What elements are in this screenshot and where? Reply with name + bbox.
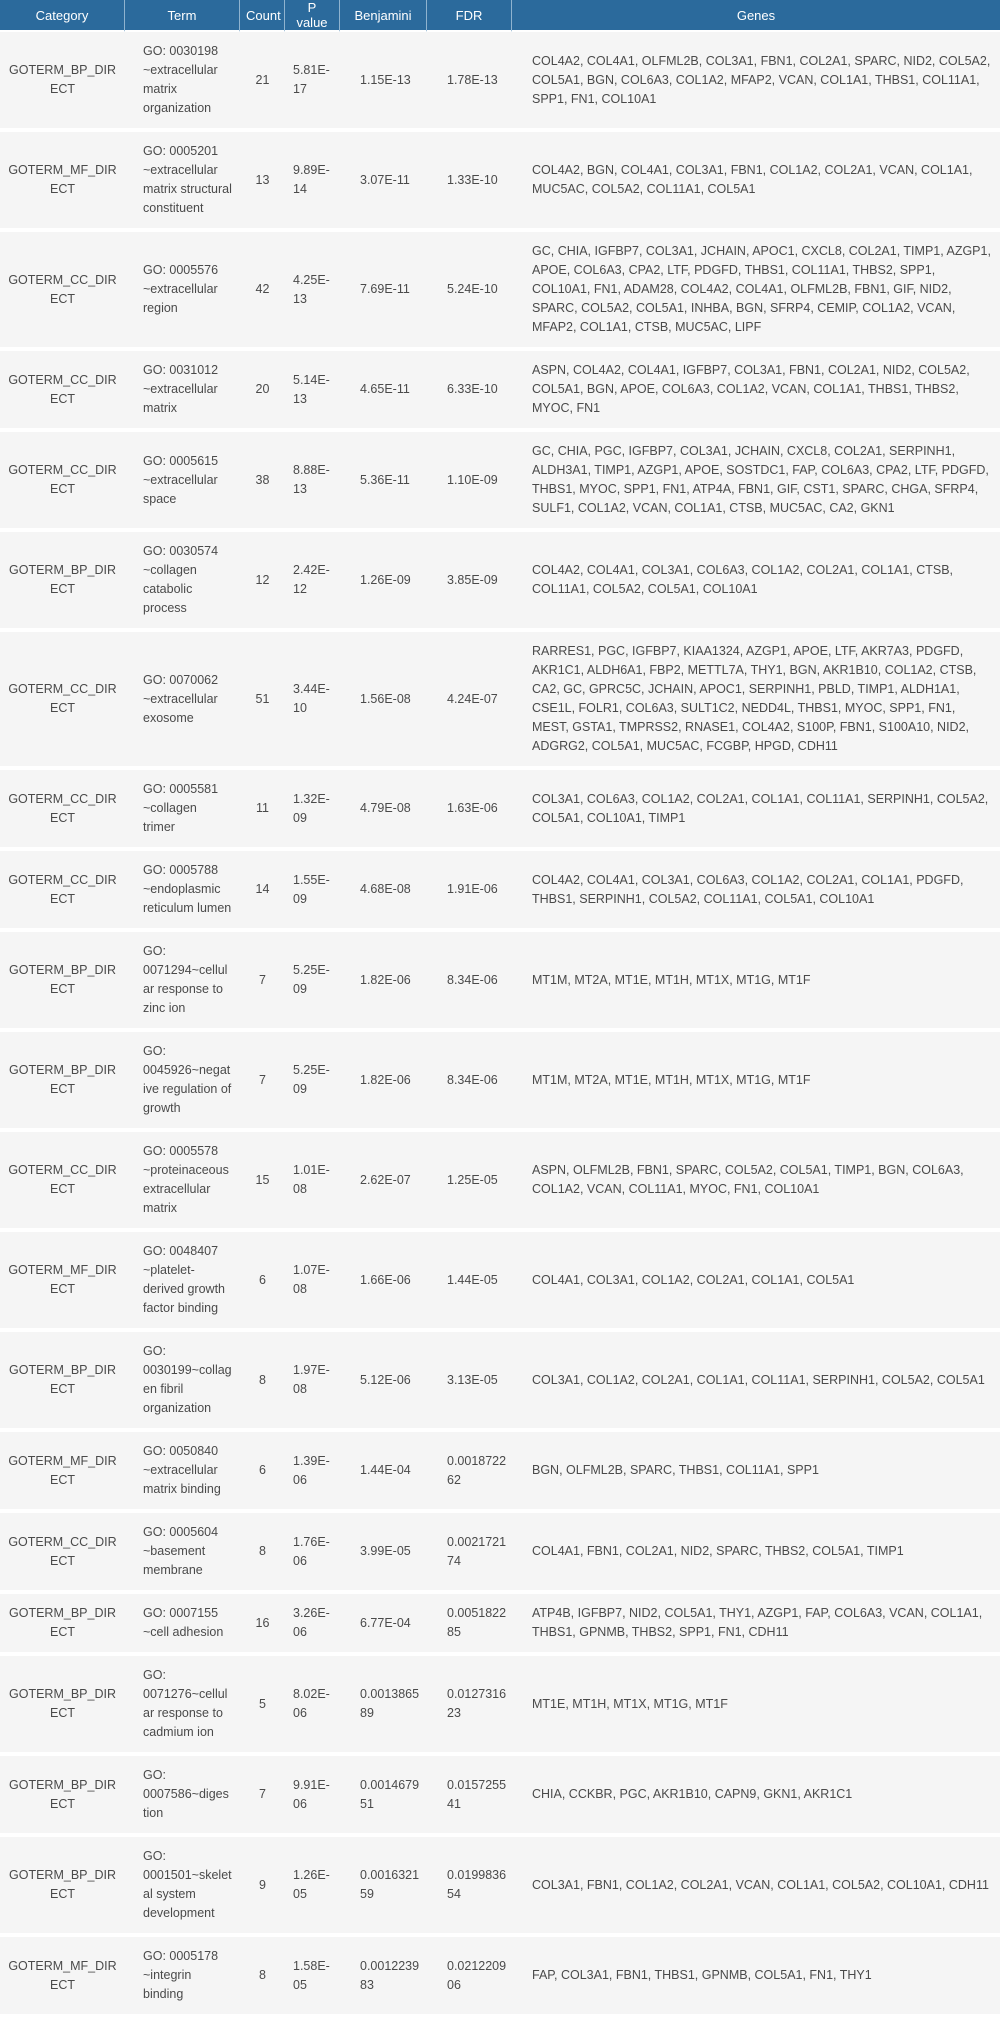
cell-fdr: 0.002172174 — [427, 1513, 512, 1594]
cell-p-value: 1.07E-08 — [285, 1232, 340, 1332]
cell-benjamini: 4.65E-11 — [340, 351, 427, 432]
cell-term: GO: 0050840 ~extracellular matrix binding — [125, 1432, 240, 1513]
cell-term: GO: 0031012 ~extracellular matrix — [125, 351, 240, 432]
cell-p-value: 8.88E-13 — [285, 432, 340, 532]
table-row — [0, 1432, 1000, 1513]
cell-category: GOTERM_MF_DIRECT — [0, 1937, 125, 2018]
cell-fdr: 6.33E-10 — [427, 351, 512, 432]
cell-genes: COL3A1, COL1A2, COL2A1, COL1A1, COL11A1, SERPINH1, COL5A2, COL5A1 — [512, 1332, 1000, 1432]
cell-benjamini: 7.69E-11 — [340, 232, 427, 351]
cell-term: GO: 0071276~cellular response to cadmium ion — [125, 1656, 240, 1756]
cell-p-value: 1.55E-09 — [285, 851, 340, 932]
cell-p-value: 5.25E-09 — [285, 1032, 340, 1132]
cell-genes: COL4A2, COL4A1, OLFML2B, COL3A1, FBN1, COL2A1, SPARC, NID2, COL5A2, COL5A1, BGN, COL6A3, COL1A2, MFAP2, VCAN, COL1A1, THBS1, COL11A1, SPP1, FN1, COL10A1 — [512, 32, 1000, 132]
table-row — [0, 132, 1000, 232]
cell-count: 6 — [240, 1232, 285, 1332]
cell-category: GOTERM_BP_DIRECT — [0, 1332, 125, 1432]
cell-benjamini: 4.79E-08 — [340, 770, 427, 851]
table-row — [0, 632, 1000, 770]
table-row — [0, 432, 1000, 532]
cell-category: GOTERM_CC_DIRECT — [0, 432, 125, 532]
cell-genes: GC, CHIA, IGFBP7, COL3A1, JCHAIN, APOC1, CXCL8, COL2A1, TIMP1, AZGP1, APOE, COL6A3, CPA2, LTF, PDGFD, THBS1, COL11A1, THBS2, SPP1, COL10A1, FN1, ADAM28, COL4A2, COL4A1, OLFML2B, FBN1, GIF, NID2, SPARC, COL5A2, COL5A1, INHBA, BGN, SFRP4, CEMIP, COL1A2, VCAN, MFAP2, COL1A1, CTSB, MUC5AC, LIPF — [512, 232, 1000, 351]
header-term: Term — [125, 0, 240, 32]
cell-fdr: 0.021220906 — [427, 1937, 512, 2018]
cell-category: GOTERM_CC_DIRECT — [0, 232, 125, 351]
cell-genes: COL4A2, COL4A1, COL3A1, COL6A3, COL1A2, COL2A1, COL1A1, PDGFD, THBS1, SERPINH1, COL5A2, COL11A1, COL5A1, COL10A1 — [512, 851, 1000, 932]
cell-category: GOTERM_BP_DIRECT — [0, 1656, 125, 1756]
cell-count: 13 — [240, 132, 285, 232]
cell-count: 16 — [240, 1594, 285, 1656]
cell-count: 7 — [240, 1756, 285, 1837]
cell-p-value: 9.89E-14 — [285, 132, 340, 232]
table-row — [0, 851, 1000, 932]
cell-count: 15 — [240, 1132, 285, 1232]
cell-p-value: 1.32E-09 — [285, 770, 340, 851]
cell-benjamini: 0.001223983 — [340, 1937, 427, 2018]
cell-genes: MT1M, MT2A, MT1E, MT1H, MT1X, MT1G, MT1F — [512, 1032, 1000, 1132]
cell-count: 8 — [240, 1332, 285, 1432]
cell-category: GOTERM_BP_DIRECT — [0, 32, 125, 132]
cell-benjamini: 3.07E-11 — [340, 132, 427, 232]
cell-category: GOTERM_CC_DIRECT — [0, 1513, 125, 1594]
table-row — [0, 932, 1000, 1032]
header-count: Count — [240, 0, 285, 32]
header-category: Category — [0, 0, 125, 32]
cell-category: GOTERM_CC_DIRECT — [0, 351, 125, 432]
table-row — [0, 1837, 1000, 1937]
cell-term: GO: 0005788 ~endoplasmic reticulum lumen — [125, 851, 240, 932]
cell-count: 8 — [240, 1937, 285, 2018]
header-fdr: FDR — [427, 0, 512, 32]
cell-benjamini: 0.001467951 — [340, 1756, 427, 1837]
cell-count: 7 — [240, 932, 285, 1032]
cell-fdr: 1.63E-06 — [427, 770, 512, 851]
cell-term: GO: 0005201 ~extracellular matrix structural constituent — [125, 132, 240, 232]
cell-genes: RARRES1, PGC, IGFBP7, KIAA1324, AZGP1, APOE, LTF, AKR7A3, PDGFD, AKR1C1, ALDH6A1, FBP2, METTL7A, THY1, BGN, AKR1B10, COL1A2, CTSB, CA2, GC, GPRC5C, JCHAIN, APOC1, SERPINH1, PBLD, TIMP1, ALDH1A1, CSE1L, FOLR1, COL6A3, SULT1C2, NEDD4L, THBS1, MYOC, SPP1, FN1, MEST, GSTA1, TMPRSS2, RNASE1, COL4A2, S100P, FBN1, S100A10, NID2, ADGRG2, COL5A1, MUC5AC, FCGBP, HPGD, CDH11 — [512, 632, 1000, 770]
cell-category: GOTERM_MF_DIRECT — [0, 1432, 125, 1513]
cell-fdr: 4.24E-07 — [427, 632, 512, 770]
cell-count: 6 — [240, 1432, 285, 1513]
table-row — [0, 1513, 1000, 1594]
table-body — [0, 32, 1000, 2018]
header-genes: Genes — [512, 0, 1000, 32]
cell-p-value: 3.44E-10 — [285, 632, 340, 770]
cell-fdr: 1.44E-05 — [427, 1232, 512, 1332]
cell-benjamini: 1.44E-04 — [340, 1432, 427, 1513]
cell-count: 5 — [240, 1656, 285, 1756]
cell-fdr: 1.25E-05 — [427, 1132, 512, 1232]
table-row — [0, 32, 1000, 132]
cell-term: GO: 0005604 ~basement membrane — [125, 1513, 240, 1594]
cell-count: 20 — [240, 351, 285, 432]
cell-fdr: 0.015725541 — [427, 1756, 512, 1837]
cell-term: GO: 0070062 ~extracellular exosome — [125, 632, 240, 770]
header-p-value: P value — [285, 0, 340, 32]
cell-term: GO: 0007586~digestion — [125, 1756, 240, 1837]
cell-count: 38 — [240, 432, 285, 532]
cell-fdr: 0.001872262 — [427, 1432, 512, 1513]
cell-category: GOTERM_BP_DIRECT — [0, 532, 125, 632]
cell-p-value: 5.25E-09 — [285, 932, 340, 1032]
cell-category: GOTERM_CC_DIRECT — [0, 1132, 125, 1232]
cell-term: GO: 0001501~skeletal system development — [125, 1837, 240, 1937]
table-row — [0, 1937, 1000, 2018]
cell-genes: COL4A1, FBN1, COL2A1, NID2, SPARC, THBS2, COL5A1, TIMP1 — [512, 1513, 1000, 1594]
cell-p-value: 1.39E-06 — [285, 1432, 340, 1513]
cell-count: 12 — [240, 532, 285, 632]
cell-category: GOTERM_BP_DIRECT — [0, 932, 125, 1032]
cell-p-value: 8.02E-06 — [285, 1656, 340, 1756]
cell-benjamini: 1.26E-09 — [340, 532, 427, 632]
cell-fdr: 0.005182285 — [427, 1594, 512, 1656]
cell-p-value: 5.81E-17 — [285, 32, 340, 132]
cell-genes: COL4A2, COL4A1, COL3A1, COL6A3, COL1A2, COL2A1, COL1A1, CTSB, COL11A1, COL5A2, COL5A1, COL10A1 — [512, 532, 1000, 632]
table-row — [0, 1594, 1000, 1656]
cell-benjamini: 1.56E-08 — [340, 632, 427, 770]
table-row — [0, 1656, 1000, 1756]
cell-count: 11 — [240, 770, 285, 851]
cell-term: GO: 0005581 ~collagen trimer — [125, 770, 240, 851]
cell-benjamini: 1.15E-13 — [340, 32, 427, 132]
cell-term: GO: 0030198 ~extracellular matrix organization — [125, 32, 240, 132]
cell-p-value: 3.26E-06 — [285, 1594, 340, 1656]
cell-genes: COL3A1, FBN1, COL1A2, COL2A1, VCAN, COL1A1, COL5A2, COL10A1, CDH11 — [512, 1837, 1000, 1937]
table-row — [0, 1132, 1000, 1232]
cell-count: 14 — [240, 851, 285, 932]
cell-genes: COL4A2, BGN, COL4A1, COL3A1, FBN1, COL1A2, COL2A1, VCAN, COL1A1, MUC5AC, COL5A2, COL11A1, COL5A1 — [512, 132, 1000, 232]
cell-fdr: 8.34E-06 — [427, 1032, 512, 1132]
cell-term: GO: 0005578 ~proteinaceous extracellular matrix — [125, 1132, 240, 1232]
cell-count: 7 — [240, 1032, 285, 1132]
cell-term: GO: 0030199~collagen fibril organization — [125, 1332, 240, 1432]
cell-benjamini: 1.82E-06 — [340, 1032, 427, 1132]
cell-fdr: 1.10E-09 — [427, 432, 512, 532]
cell-p-value: 9.91E-06 — [285, 1756, 340, 1837]
cell-fdr: 3.13E-05 — [427, 1332, 512, 1432]
cell-genes: MT1M, MT2A, MT1E, MT1H, MT1X, MT1G, MT1F — [512, 932, 1000, 1032]
cell-p-value: 1.97E-08 — [285, 1332, 340, 1432]
cell-term: GO: 0048407 ~platelet-derived growth factor binding — [125, 1232, 240, 1332]
cell-benjamini: 1.82E-06 — [340, 932, 427, 1032]
cell-benjamini: 0.001386589 — [340, 1656, 427, 1756]
cell-count: 8 — [240, 1513, 285, 1594]
cell-benjamini: 2.62E-07 — [340, 1132, 427, 1232]
header-benjamini: Benjamini — [340, 0, 427, 32]
cell-fdr: 0.019983654 — [427, 1837, 512, 1937]
cell-count: 21 — [240, 32, 285, 132]
cell-fdr: 1.78E-13 — [427, 32, 512, 132]
cell-genes: ATP4B, IGFBP7, NID2, COL5A1, THY1, AZGP1, FAP, COL6A3, VCAN, COL1A1, THBS1, GPNMB, THBS2, SPP1, FN1, CDH11 — [512, 1594, 1000, 1656]
cell-benjamini: 6.77E-04 — [340, 1594, 427, 1656]
cell-category: GOTERM_BP_DIRECT — [0, 1756, 125, 1837]
cell-count: 51 — [240, 632, 285, 770]
cell-genes: ASPN, OLFML2B, FBN1, SPARC, COL5A2, COL5A1, TIMP1, BGN, COL6A3, COL1A2, VCAN, COL11A1, MYOC, FN1, COL10A1 — [512, 1132, 1000, 1232]
cell-term: GO: 0005615 ~extracellular space — [125, 432, 240, 532]
cell-genes: COL4A1, COL3A1, COL1A2, COL2A1, COL1A1, COL5A1 — [512, 1232, 1000, 1332]
table-header — [0, 0, 1000, 32]
cell-genes: GC, CHIA, PGC, IGFBP7, COL3A1, JCHAIN, CXCL8, COL2A1, SERPINH1, ALDH3A1, TIMP1, AZGP1, APOE, SOSTDC1, FAP, COL6A3, CPA2, LTF, PDGFD, THBS1, MYOC, SPP1, FN1, ATP4A, FBN1, GIF, CST1, SPARC, CHGA, SFRP4, SULF1, COL1A2, VCAN, COL1A1, CTSB, MUC5AC, CA2, GKN1 — [512, 432, 1000, 532]
cell-category: GOTERM_CC_DIRECT — [0, 632, 125, 770]
cell-category: GOTERM_BP_DIRECT — [0, 1837, 125, 1937]
cell-p-value: 5.14E-13 — [285, 351, 340, 432]
cell-benjamini: 5.36E-11 — [340, 432, 427, 532]
cell-p-value: 1.26E-05 — [285, 1837, 340, 1937]
cell-p-value: 2.42E-12 — [285, 532, 340, 632]
cell-term: GO: 0045926~negative regulation of growth — [125, 1032, 240, 1132]
cell-fdr: 1.33E-10 — [427, 132, 512, 232]
cell-genes: FAP, COL3A1, FBN1, THBS1, GPNMB, COL5A1, FN1, THY1 — [512, 1937, 1000, 2018]
cell-fdr: 5.24E-10 — [427, 232, 512, 351]
cell-genes: ASPN, COL4A2, COL4A1, IGFBP7, COL3A1, FBN1, COL2A1, NID2, COL5A2, COL5A1, BGN, APOE, COL6A3, COL1A2, VCAN, COL1A1, THBS1, THBS2, MYOC, FN1 — [512, 351, 1000, 432]
cell-p-value: 4.25E-13 — [285, 232, 340, 351]
cell-term: GO: 0030574 ~collagen catabolic process — [125, 532, 240, 632]
cell-genes: COL3A1, COL6A3, COL1A2, COL2A1, COL1A1, COL11A1, SERPINH1, COL5A2, COL5A1, COL10A1, TIMP1 — [512, 770, 1000, 851]
cell-genes: CHIA, CCKBR, PGC, AKR1B10, CAPN9, GKN1, AKR1C1 — [512, 1756, 1000, 1837]
cell-p-value: 1.76E-06 — [285, 1513, 340, 1594]
cell-fdr: 3.85E-09 — [427, 532, 512, 632]
cell-count: 42 — [240, 232, 285, 351]
cell-benjamini: 3.99E-05 — [340, 1513, 427, 1594]
cell-benjamini: 0.001632159 — [340, 1837, 427, 1937]
cell-fdr: 1.91E-06 — [427, 851, 512, 932]
cell-benjamini: 1.66E-06 — [340, 1232, 427, 1332]
cell-category: GOTERM_CC_DIRECT — [0, 851, 125, 932]
cell-p-value: 1.58E-05 — [285, 1937, 340, 2018]
cell-category: GOTERM_CC_DIRECT — [0, 770, 125, 851]
table-row — [0, 1032, 1000, 1132]
table-row — [0, 770, 1000, 851]
cell-benjamini: 5.12E-06 — [340, 1332, 427, 1432]
cell-genes: MT1E, MT1H, MT1X, MT1G, MT1F — [512, 1656, 1000, 1756]
table-row — [0, 1756, 1000, 1837]
table-row — [0, 532, 1000, 632]
cell-genes: BGN, OLFML2B, SPARC, THBS1, COL11A1, SPP1 — [512, 1432, 1000, 1513]
cell-term: GO: 0005576 ~extracellular region — [125, 232, 240, 351]
cell-category: GOTERM_BP_DIRECT — [0, 1594, 125, 1656]
cell-p-value: 1.01E-08 — [285, 1132, 340, 1232]
cell-benjamini: 4.68E-08 — [340, 851, 427, 932]
cell-term: GO: 0071294~cellular response to zinc ion — [125, 932, 240, 1032]
table-row — [0, 1232, 1000, 1332]
cell-category: GOTERM_MF_DIRECT — [0, 132, 125, 232]
table-row — [0, 351, 1000, 432]
cell-fdr: 0.012731623 — [427, 1656, 512, 1756]
cell-category: GOTERM_MF_DIRECT — [0, 1232, 125, 1332]
cell-fdr: 8.34E-06 — [427, 932, 512, 1032]
cell-count: 9 — [240, 1837, 285, 1937]
cell-category: GOTERM_BP_DIRECT — [0, 1032, 125, 1132]
table-row — [0, 1332, 1000, 1432]
table-row — [0, 232, 1000, 351]
cell-term: GO: 0007155 ~cell adhesion — [125, 1594, 240, 1656]
cell-term: GO: 0005178 ~integrin binding — [125, 1937, 240, 2018]
